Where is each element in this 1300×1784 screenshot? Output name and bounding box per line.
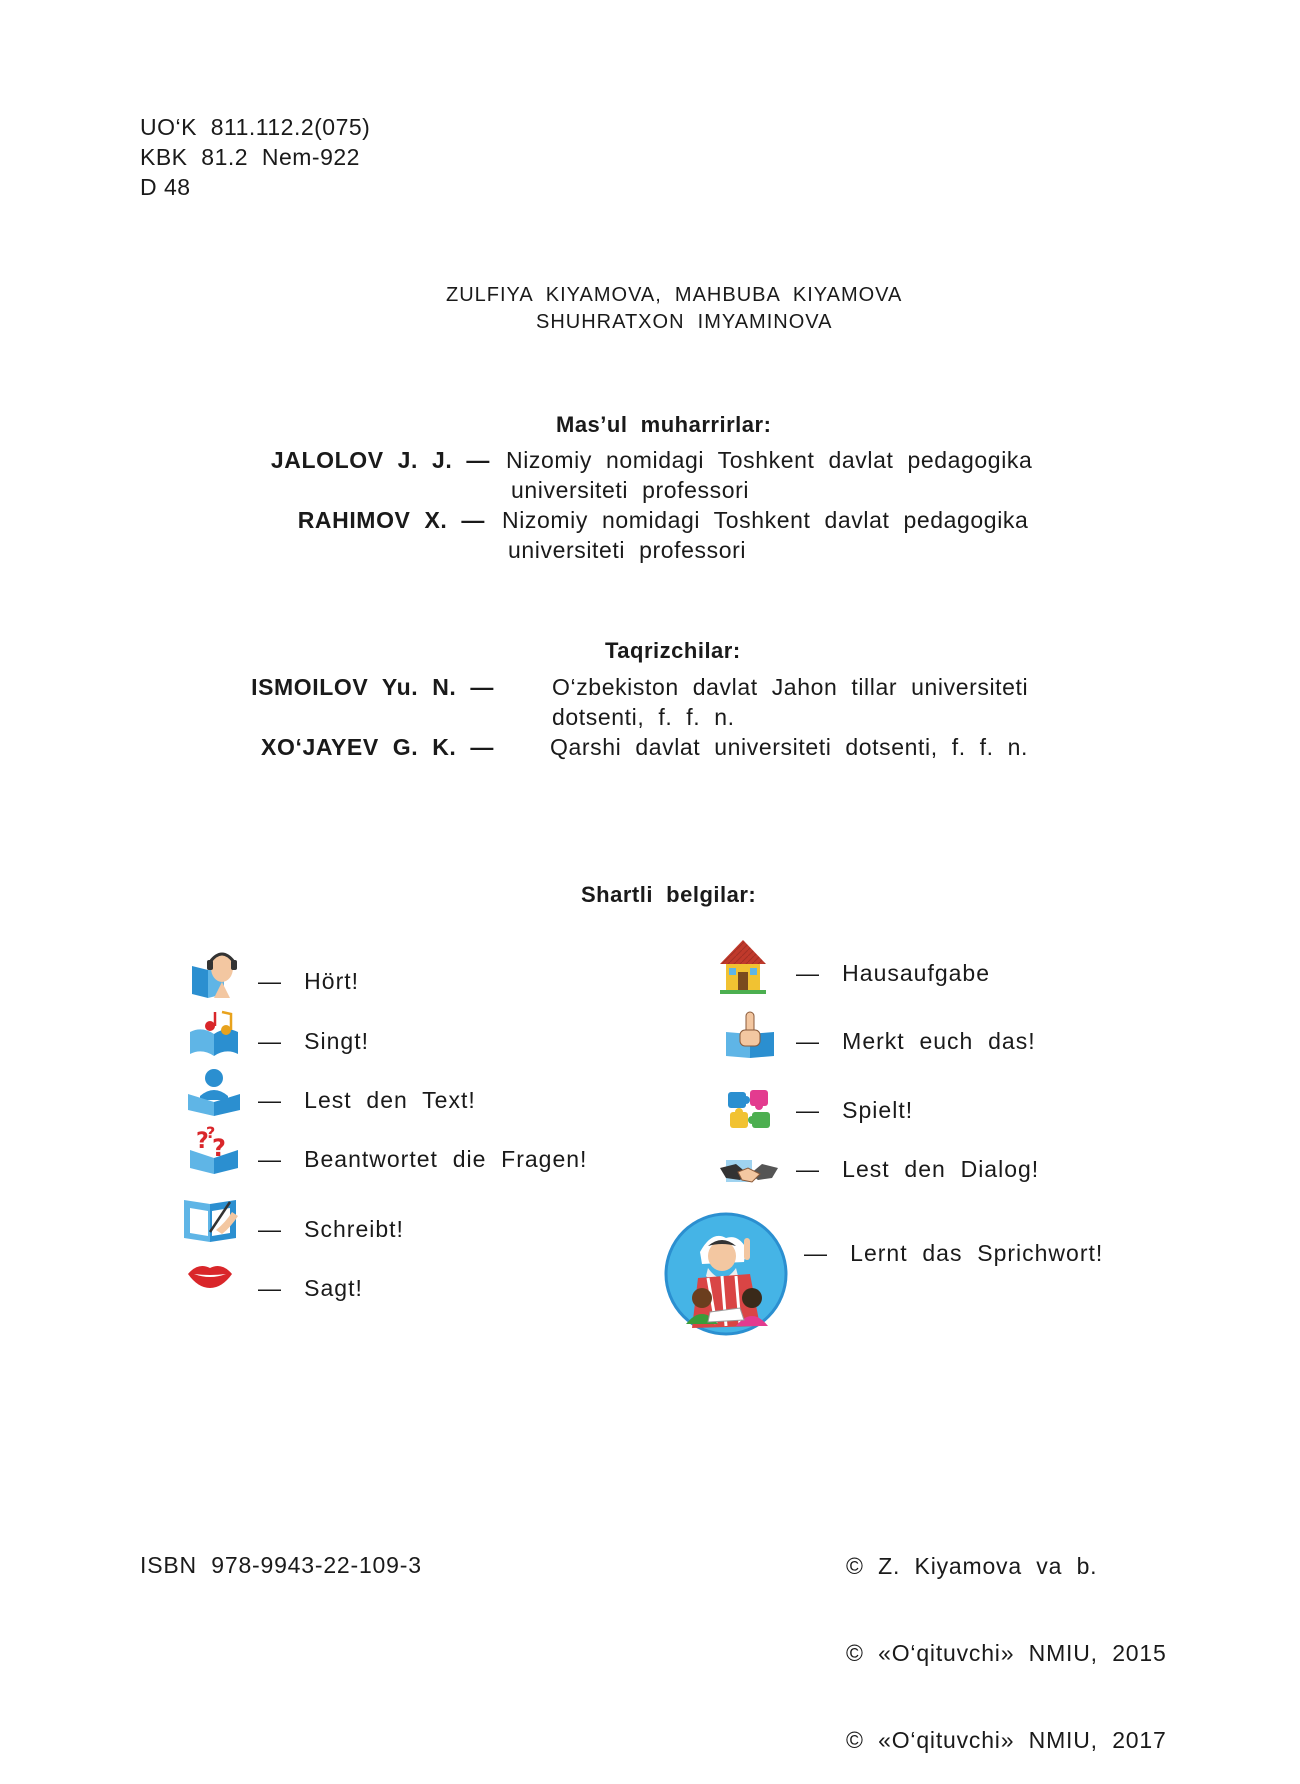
reviewer-entry xyxy=(0,733,1300,763)
editor-desc-line-2: universiteti professori xyxy=(508,537,747,563)
raised-finger-book-icon xyxy=(724,1008,776,1060)
legend-item-hoert: — Hört! xyxy=(258,968,360,994)
reviewer-name: XO‘JAYEV G. K. — xyxy=(261,734,494,760)
legend-item-beantwortet: — Beantwortet die Fragen! xyxy=(258,1146,588,1172)
reviewer-entry xyxy=(0,673,1300,733)
authors-line-2: SHUHRATXON IMYAMINOVA xyxy=(536,311,833,333)
copyright-line: © «O‘qituvchi» NMIU, 2015 xyxy=(846,1640,1167,1666)
copyright-line: © Z. Kiyamova va b. xyxy=(846,1553,1098,1579)
editor-name: RAHIMOV X. — xyxy=(297,507,485,533)
legend-item-lernt-das-sprichwort: — Lernt das Sprichwort! xyxy=(804,1240,1104,1266)
reviewer-desc-line-1: O‘zbekiston davlat Jahon tillar universiteti xyxy=(552,674,1029,700)
reviewers-heading: Taqrizchilar: xyxy=(605,638,741,663)
editor-desc-line-1: Nizomiy nomidagi Toshkent davlat pedagogika xyxy=(502,507,1029,533)
reviewer-desc-line-1: Qarshi davlat universiteti dotsenti, f. f. n. xyxy=(550,734,1029,760)
house-icon xyxy=(718,938,768,994)
legend-heading: Shartli belgilar: xyxy=(581,882,757,907)
editor-entry xyxy=(0,446,1300,506)
copyright-line: © «O‘qituvchi» NMIU, 2017 xyxy=(846,1727,1167,1753)
legend-item-spielt: — Spielt! xyxy=(796,1097,914,1123)
authors-line-1: ZULFIYA KIYAMOVA, MAHBUBA KIYAMOVA xyxy=(446,284,903,306)
svg-text:?: ? xyxy=(196,1129,209,1154)
puzzle-pieces-icon xyxy=(726,1088,774,1132)
legend-item-sagt: — Sagt! xyxy=(258,1275,363,1301)
legend-item-merkt-euch-das: — Merkt euch das! xyxy=(796,1028,1036,1054)
reviewer-desc-line-2: dotsenti, f. f. n. xyxy=(552,704,735,730)
teacher-with-children-icon xyxy=(664,1212,788,1336)
svg-text:?: ? xyxy=(212,1134,226,1162)
d-code: D 48 xyxy=(140,174,191,200)
legend-item-lest-den-text: — Lest den Text! xyxy=(258,1087,476,1113)
catalog-codes xyxy=(140,112,370,202)
editor-desc-line-1: Nizomiy nomidagi Toshkent davlat pedagogika xyxy=(506,447,1033,473)
legend-item-lest-den-dialog: — Lest den Dialog! xyxy=(796,1156,1040,1182)
question-marks-book-icon xyxy=(186,1122,242,1178)
music-notes-book-icon xyxy=(186,1010,244,1060)
reviewer-name: ISMOILOV Yu. N. — xyxy=(251,674,494,700)
editors-heading: Mas’ul muharrirlar: xyxy=(556,412,772,437)
writing-hand-book-icon xyxy=(180,1192,244,1244)
copyright-block xyxy=(846,1494,1167,1784)
legend-item-schreibt: — Schreibt! xyxy=(258,1216,404,1242)
legend-item-hausaufgabe: — Hausaufgabe xyxy=(796,960,991,986)
lips-icon xyxy=(186,1260,234,1290)
legend-item-singt: — Singt! xyxy=(258,1028,369,1054)
reading-person-icon xyxy=(186,1066,242,1118)
editor-desc-line-2: universiteti professori xyxy=(511,477,750,503)
svg-text:?: ? xyxy=(206,1123,216,1142)
udk-code: UO‘K 811.112.2(075) xyxy=(140,114,371,140)
editor-name: JALOLOV J. J. — xyxy=(270,447,490,473)
bbk-code: KBK 81.2 Nem-922 xyxy=(140,144,360,170)
editor-entry xyxy=(0,506,1300,566)
isbn: ISBN 978-9943-22-109-3 xyxy=(140,1552,422,1578)
headphones-book-icon xyxy=(186,944,246,1002)
handshake-icon xyxy=(718,1150,780,1196)
